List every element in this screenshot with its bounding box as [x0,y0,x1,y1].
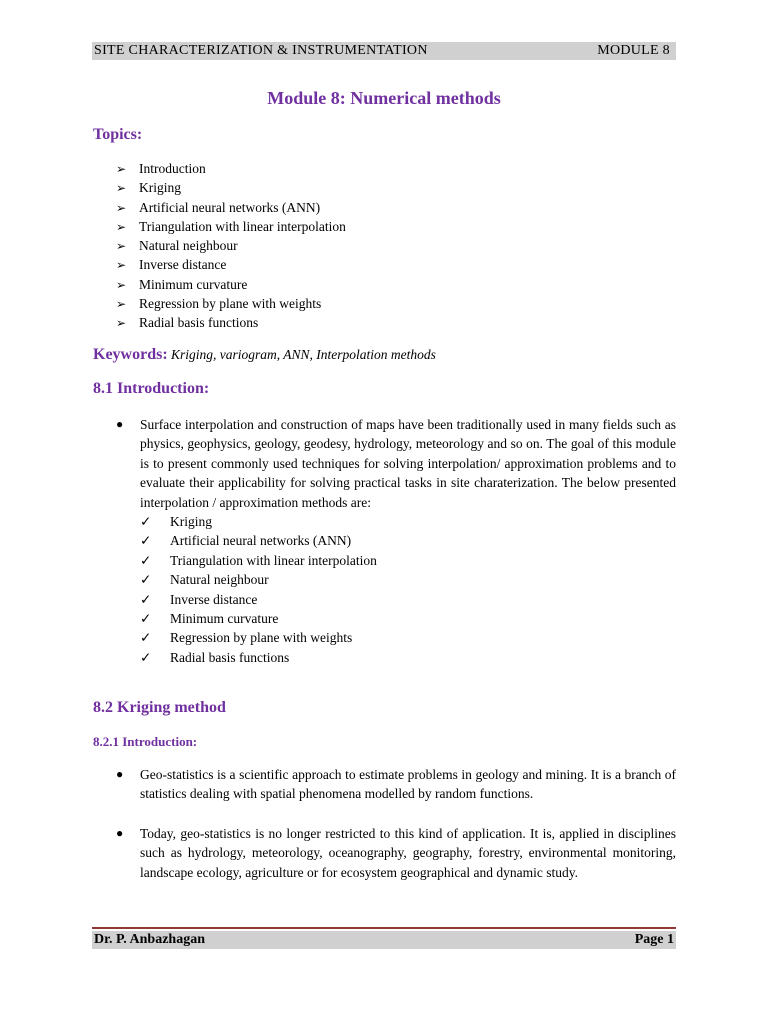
method-item [140,531,676,550]
footer-rule [92,927,676,929]
method-item [140,551,676,570]
check-mark-icon: ✓ [140,630,152,646]
check-mark-icon: ✓ [140,552,152,568]
header-module-label: MODULE 8 [597,43,670,58]
keywords-value: Kriging, variogram, ANN, Interpolation methods [171,347,436,362]
check-mark-icon: ✓ [140,649,152,665]
arrowhead-bullet-icon: ➢ [116,181,127,196]
topic-label: Inverse distance [139,257,227,273]
method-item [140,648,676,667]
topic-item [116,178,346,197]
page-header [92,42,676,60]
kriging-paragraph-1: Geo-statistics is a scientific approach to estimate problems in geology and mining. It is a branch of statistics dealing with spatial phenomena modelled by random functions. [140,767,676,802]
topic-label: Radial basis functions [139,315,259,331]
method-label: Inverse distance [170,591,258,607]
intro-paragraph: Surface interpolation and construction of maps have been traditionally used in many fields such as physics, geophysics, geology, geodesy, hydrology, meteorology and so on. The goal of this module is to present commonly used techniques for solving interpolation/ approximation problems and to evaluate their applicability for solving practical tasks in site charaterization. The below presented interpolation / approximation methods are: [140,417,676,510]
keywords-label: Keywords: [93,346,168,363]
topic-item [116,255,346,274]
arrowhead-bullet-icon: ➢ [116,258,127,273]
topics-heading: Topics: [93,126,143,143]
topic-item [116,236,346,255]
check-mark-icon: ✓ [140,591,152,607]
topic-label: Triangulation with linear interpolation [139,218,346,234]
bullet-dot-icon: ● [116,826,124,840]
topic-item [116,159,346,178]
arrowhead-bullet-icon: ➢ [116,219,127,234]
method-label: Kriging [170,514,212,530]
arrowhead-bullet-icon: ➢ [116,277,127,292]
method-item [140,628,676,647]
section-8-1-heading: 8.1 Introduction: [93,380,210,397]
topic-label: Minimum curvature [139,276,248,292]
section-8-2-1-heading: 8.2.1 Introduction: [93,734,198,749]
bullet-dot-icon: ● [116,767,124,781]
arrowhead-bullet-icon: ➢ [116,162,127,176]
arrowhead-bullet-icon: ➢ [116,297,127,312]
check-mark-icon: ✓ [140,533,152,549]
method-label: Minimum curvature [170,610,279,626]
topic-label: Introduction [139,161,206,176]
footer-page-number: Page 1 [634,932,674,947]
method-item [140,609,676,628]
topic-label: Regression by plane with weights [139,296,322,312]
bullet-dot-icon: ● [116,417,124,431]
topic-label: Kriging [139,180,181,196]
topics-list [116,159,346,333]
topic-item [116,313,346,332]
method-item [140,512,676,531]
method-label: Regression by plane with weights [170,630,353,646]
topic-item [116,217,346,236]
method-item [140,590,676,609]
method-label: Natural neighbour [170,572,269,588]
arrowhead-bullet-icon: ➢ [116,239,127,254]
section-8-2-heading: 8.2 Kriging method [93,699,226,716]
header-course-title: SITE CHARACTERIZATION & INSTRUMENTATION [94,43,428,58]
check-mark-icon: ✓ [140,610,152,626]
keywords-line [93,346,436,364]
method-label: Radial basis functions [170,649,290,665]
topic-label: Natural neighbour [139,238,238,254]
topic-item [116,275,346,294]
methods-list [140,512,676,667]
kriging-bullet-1 [116,765,676,804]
topic-label: Artificial neural networks (ANN) [139,199,321,215]
arrowhead-bullet-icon: ➢ [116,200,127,215]
check-mark-icon: ✓ [140,572,152,588]
kriging-bullet-2 [116,824,676,882]
footer-author: Dr. P. Anbazhagan [94,932,206,947]
topic-item [116,294,346,313]
page-title: Module 8: Numerical methods [267,88,501,108]
intro-bullet [116,415,676,667]
method-item [140,570,676,589]
method-label: Triangulation with linear interpolation [170,552,377,568]
topic-item [116,198,346,217]
kriging-paragraph-2: Today, geo-statistics is no longer restricted to this kind of application. It is, applied in disciplines such as hydrology, meteorology, oceanography, geography, forestry, environmental monitoring, landscape ecology, agriculture or for ecosystem geographical and dynamic study. [140,826,676,880]
page-footer [92,931,676,949]
method-label: Artificial neural networks (ANN) [170,533,352,549]
arrowhead-bullet-icon: ➢ [116,316,127,331]
check-mark-icon: ✓ [140,514,152,530]
